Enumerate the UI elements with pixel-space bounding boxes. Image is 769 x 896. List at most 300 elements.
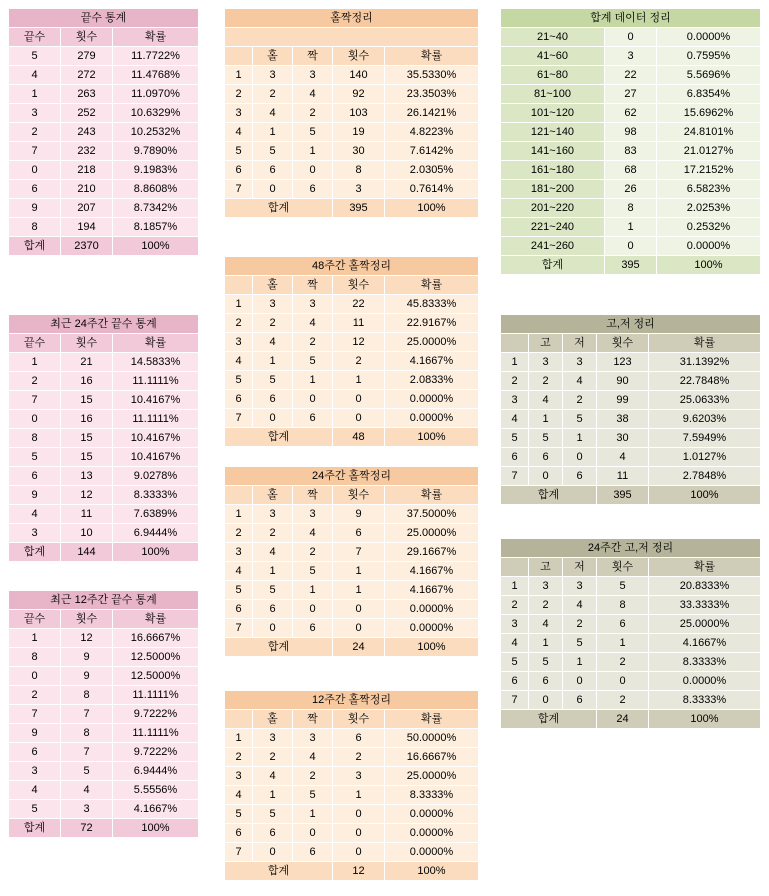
cell: 3 (529, 353, 563, 372)
row-index: 3 (501, 615, 529, 634)
panel-highlow-all (500, 314, 761, 505)
cell: 4 (9, 505, 61, 524)
column-header: 짝 (293, 486, 333, 505)
table-title-row (225, 467, 479, 486)
table-title: 홀짝정리 (225, 9, 479, 28)
cell: 21~40 (501, 28, 605, 47)
cell: 6 (293, 619, 333, 638)
table-row (501, 161, 761, 180)
table-sum-data (500, 8, 761, 275)
column-header: 홀 (253, 486, 293, 505)
cell: 3 (293, 729, 333, 748)
cell: 8 (597, 596, 649, 615)
row-index: 6 (225, 824, 253, 843)
cell: 37.5000% (385, 505, 479, 524)
cell: 9.7890% (113, 142, 199, 161)
cell: 2 (563, 615, 597, 634)
cell: 합계 (225, 428, 333, 447)
cell: 1 (293, 142, 333, 161)
row-index: 5 (501, 653, 529, 672)
cell: 29.1667% (385, 543, 479, 562)
cell: 1 (605, 218, 657, 237)
table-header-row (225, 276, 479, 295)
cell: 25.0000% (385, 333, 479, 352)
column-header: 짝 (293, 710, 333, 729)
cell: 0 (529, 691, 563, 710)
cell: 252 (61, 104, 113, 123)
cell: 21.0127% (657, 142, 761, 161)
cell: 1 (529, 410, 563, 429)
cell: 2 (253, 314, 293, 333)
table-spacer-row (225, 28, 479, 47)
column-header: 홀 (253, 47, 293, 66)
cell: 6 (333, 729, 385, 748)
cell: 8.1857% (113, 218, 199, 237)
cell: 4 (529, 391, 563, 410)
column-header: 횟수 (61, 334, 113, 353)
table-title: 끝수 통계 (9, 9, 199, 28)
cell: 4 (253, 767, 293, 786)
cell: 100% (657, 256, 761, 275)
cell: 4 (293, 748, 333, 767)
table-row (9, 705, 199, 724)
cell: 1 (9, 85, 61, 104)
column-header: 짝 (293, 276, 333, 295)
table-row (501, 47, 761, 66)
table-row (225, 824, 479, 843)
cell: 2 (293, 104, 333, 123)
cell: 0.0000% (385, 390, 479, 409)
table-row (225, 104, 479, 123)
cell: 0.2532% (657, 218, 761, 237)
panel-endnum-all (8, 8, 199, 256)
cell: 7 (61, 743, 113, 762)
cell: 3 (253, 66, 293, 85)
table-row (225, 314, 479, 333)
cell: 6 (9, 743, 61, 762)
cell: 4.1667% (113, 800, 199, 819)
row-index: 3 (225, 543, 253, 562)
cell: 9 (61, 648, 113, 667)
cell: 0.0000% (649, 672, 761, 691)
cell: 2 (333, 748, 385, 767)
cell: 9 (61, 667, 113, 686)
cell: 41~60 (501, 47, 605, 66)
table-total-row (9, 543, 199, 562)
cell: 2370 (61, 237, 113, 256)
cell: 4 (293, 524, 333, 543)
column-header (225, 276, 253, 295)
cell: 6 (293, 409, 333, 428)
cell: 121~140 (501, 123, 605, 142)
table-title: 24주간 홀짝정리 (225, 467, 479, 486)
cell: 68 (605, 161, 657, 180)
row-index: 2 (225, 748, 253, 767)
table-header-row (501, 334, 761, 353)
cell: 194 (61, 218, 113, 237)
cell: 8.3333% (113, 486, 199, 505)
cell: 12.5000% (113, 648, 199, 667)
table-oddeven-24 (224, 466, 479, 657)
table-title-row (225, 691, 479, 710)
cell: 15.6962% (657, 104, 761, 123)
cell: 11 (61, 505, 113, 524)
cell: 26.1421% (385, 104, 479, 123)
cell: 9.6203% (649, 410, 761, 429)
table-row (9, 218, 199, 237)
cell: 11.0970% (113, 85, 199, 104)
table-row (501, 634, 761, 653)
cell: 395 (605, 256, 657, 275)
table-oddeven-all (224, 8, 479, 218)
table-total-row (9, 237, 199, 256)
row-index: 3 (225, 767, 253, 786)
cell: 5 (597, 577, 649, 596)
table-row (225, 66, 479, 85)
cell: 0.0000% (385, 805, 479, 824)
cell: 33.3333% (649, 596, 761, 615)
cell: 7 (333, 543, 385, 562)
cell: 3 (9, 524, 61, 543)
cell: 100% (649, 710, 761, 729)
table-row (225, 161, 479, 180)
cell: 22 (333, 295, 385, 314)
cell: 2 (333, 352, 385, 371)
cell: 3 (529, 577, 563, 596)
cell: 27 (605, 85, 657, 104)
cell: 5 (253, 805, 293, 824)
cell: 16.6667% (385, 748, 479, 767)
spacer-cell (225, 28, 479, 47)
cell: 3 (605, 47, 657, 66)
cell: 22 (605, 66, 657, 85)
table-row (501, 142, 761, 161)
cell: 207 (61, 199, 113, 218)
cell: 0 (563, 672, 597, 691)
cell: 11.1111% (113, 372, 199, 391)
cell: 5 (563, 634, 597, 653)
column-header: 홀 (253, 276, 293, 295)
table-highlow-all (500, 314, 761, 505)
cell: 4 (253, 104, 293, 123)
cell: 3 (61, 800, 113, 819)
cell: 0.0000% (385, 600, 479, 619)
cell: 5.5696% (657, 66, 761, 85)
cell: 8 (605, 199, 657, 218)
cell: 5 (293, 123, 333, 142)
cell: 4 (9, 66, 61, 85)
cell: 4 (293, 85, 333, 104)
cell: 0 (605, 28, 657, 47)
row-index: 7 (501, 467, 529, 486)
column-header: 확률 (385, 276, 479, 295)
cell: 92 (333, 85, 385, 104)
cell: 2 (293, 767, 333, 786)
cell: 30 (597, 429, 649, 448)
cell: 13 (61, 467, 113, 486)
cell: 72 (61, 819, 113, 838)
cell: 30 (333, 142, 385, 161)
table-total-row (501, 710, 761, 729)
cell: 141~160 (501, 142, 605, 161)
table-row (9, 123, 199, 142)
cell: 232 (61, 142, 113, 161)
column-header: 짝 (293, 47, 333, 66)
table-row (501, 199, 761, 218)
table-row (501, 577, 761, 596)
table-row (9, 505, 199, 524)
cell: 25.0000% (385, 767, 479, 786)
table-row (9, 686, 199, 705)
row-index: 4 (225, 562, 253, 581)
cell: 4 (293, 314, 333, 333)
table-row (9, 524, 199, 543)
panel-endnum-12 (8, 590, 199, 838)
row-index: 5 (501, 429, 529, 448)
cell: 10.4167% (113, 448, 199, 467)
cell: 101~120 (501, 104, 605, 123)
table-header-row (501, 558, 761, 577)
cell: 1 (9, 629, 61, 648)
cell: 합계 (501, 710, 597, 729)
cell: 3 (9, 762, 61, 781)
table-oddeven-12 (224, 690, 479, 881)
table-title: 합계 데이터 정리 (501, 9, 761, 28)
column-header: 고 (529, 334, 563, 353)
table-row (9, 724, 199, 743)
cell: 0 (293, 600, 333, 619)
cell: 5 (253, 581, 293, 600)
cell: 123 (597, 353, 649, 372)
cell: 24.8101% (657, 123, 761, 142)
cell: 4.8223% (385, 123, 479, 142)
row-index: 2 (225, 85, 253, 104)
cell: 12.5000% (113, 667, 199, 686)
cell: 22.9167% (385, 314, 479, 333)
row-index: 4 (501, 410, 529, 429)
cell: 25.0000% (649, 615, 761, 634)
row-index: 6 (225, 390, 253, 409)
column-header: 확률 (113, 610, 199, 629)
cell: 10.6329% (113, 104, 199, 123)
cell: 1 (253, 123, 293, 142)
cell: 1 (563, 429, 597, 448)
cell: 0 (597, 672, 649, 691)
cell: 11 (333, 314, 385, 333)
panel-oddeven-48 (224, 256, 479, 447)
row-index: 3 (225, 104, 253, 123)
cell: 5 (563, 410, 597, 429)
table-row (225, 786, 479, 805)
cell: 144 (61, 543, 113, 562)
row-index: 1 (225, 66, 253, 85)
cell: 9.0278% (113, 467, 199, 486)
table-total-row (225, 428, 479, 447)
row-index: 5 (225, 805, 253, 824)
cell: 221~240 (501, 218, 605, 237)
cell: 0.0000% (385, 619, 479, 638)
cell: 10 (61, 524, 113, 543)
cell: 0 (253, 843, 293, 862)
cell: 0.7614% (385, 180, 479, 199)
table-row (501, 596, 761, 615)
row-index: 6 (501, 672, 529, 691)
cell: 1 (529, 634, 563, 653)
cell: 2.0833% (385, 371, 479, 390)
cell: 218 (61, 161, 113, 180)
cell: 8 (9, 218, 61, 237)
table-row (501, 237, 761, 256)
column-header: 확률 (113, 334, 199, 353)
cell: 6 (333, 524, 385, 543)
row-index: 3 (225, 333, 253, 352)
panel-oddeven-24 (224, 466, 479, 657)
cell: 8 (61, 724, 113, 743)
row-index: 2 (501, 596, 529, 615)
cell: 10.4167% (113, 391, 199, 410)
cell: 2 (529, 372, 563, 391)
cell: 243 (61, 123, 113, 142)
cell: 4 (61, 781, 113, 800)
cell: 0.0000% (657, 237, 761, 256)
cell: 8 (333, 161, 385, 180)
cell: 11.7722% (113, 47, 199, 66)
table-row (501, 691, 761, 710)
cell: 8.3333% (385, 786, 479, 805)
cell: 7 (9, 142, 61, 161)
cell: 9 (9, 486, 61, 505)
cell: 0 (333, 600, 385, 619)
column-header: 끝수 (9, 610, 61, 629)
cell: 99 (597, 391, 649, 410)
table-row (225, 767, 479, 786)
cell: 2 (9, 372, 61, 391)
cell: 0.0000% (385, 843, 479, 862)
table-row (501, 353, 761, 372)
table-row (225, 748, 479, 767)
table-title-row (501, 315, 761, 334)
table-header-row (225, 486, 479, 505)
cell: 5 (529, 429, 563, 448)
cell: 395 (597, 486, 649, 505)
cell: 98 (605, 123, 657, 142)
column-header (501, 334, 529, 353)
table-row (501, 85, 761, 104)
cell: 14.5833% (113, 353, 199, 372)
cell: 9.1983% (113, 161, 199, 180)
table-row (225, 543, 479, 562)
cell: 12 (333, 333, 385, 352)
table-header-row (9, 610, 199, 629)
cell: 100% (649, 486, 761, 505)
table-row (501, 672, 761, 691)
cell: 17.2152% (657, 161, 761, 180)
cell: 15 (61, 448, 113, 467)
cell: 5 (529, 653, 563, 672)
cell: 6 (563, 467, 597, 486)
cell: 100% (113, 543, 199, 562)
cell: 합계 (225, 199, 333, 218)
cell: 11.1111% (113, 410, 199, 429)
table-header-row (9, 334, 199, 353)
column-header: 홀 (253, 710, 293, 729)
cell: 48 (333, 428, 385, 447)
table-row (9, 629, 199, 648)
column-header: 확률 (385, 47, 479, 66)
table-row (225, 600, 479, 619)
cell: 8.3333% (649, 653, 761, 672)
cell: 3 (293, 66, 333, 85)
cell: 3 (563, 353, 597, 372)
cell: 24 (597, 710, 649, 729)
column-header: 횟수 (597, 334, 649, 353)
cell: 3 (253, 295, 293, 314)
cell: 6.9444% (113, 524, 199, 543)
table-row (9, 372, 199, 391)
table-row (9, 85, 199, 104)
cell: 9 (9, 724, 61, 743)
cell: 7.6142% (385, 142, 479, 161)
cell: 26 (605, 180, 657, 199)
cell: 1 (333, 371, 385, 390)
row-index: 2 (225, 524, 253, 543)
cell: 0.0000% (385, 824, 479, 843)
cell: 100% (113, 819, 199, 838)
cell: 5 (293, 562, 333, 581)
cell: 5 (61, 762, 113, 781)
row-index: 5 (225, 371, 253, 390)
cell: 1 (293, 371, 333, 390)
cell: 4.1667% (649, 634, 761, 653)
column-header: 횟수 (597, 558, 649, 577)
cell: 9.7222% (113, 705, 199, 724)
cell: 1 (293, 805, 333, 824)
cell: 11.4768% (113, 66, 199, 85)
cell: 279 (61, 47, 113, 66)
table-row (9, 66, 199, 85)
table-row (501, 410, 761, 429)
table-row (9, 667, 199, 686)
cell: 15 (61, 429, 113, 448)
cell: 12 (61, 486, 113, 505)
table-row (9, 410, 199, 429)
row-index: 5 (225, 142, 253, 161)
table-row (9, 743, 199, 762)
row-index: 6 (225, 600, 253, 619)
cell: 6.8354% (657, 85, 761, 104)
row-index: 4 (501, 634, 529, 653)
cell: 0 (529, 467, 563, 486)
column-header (225, 486, 253, 505)
cell: 241~260 (501, 237, 605, 256)
cell: 7 (61, 705, 113, 724)
cell: 합계 (501, 486, 597, 505)
cell: 11.1111% (113, 686, 199, 705)
table-title: 24주간 고,저 정리 (501, 539, 761, 558)
cell: 2 (253, 85, 293, 104)
cell: 1 (597, 634, 649, 653)
panel-oddeven-all (224, 8, 479, 218)
cell: 1 (253, 352, 293, 371)
cell: 0 (293, 390, 333, 409)
table-row (225, 123, 479, 142)
column-header: 확률 (649, 334, 761, 353)
cell: 210 (61, 180, 113, 199)
cell: 2 (253, 524, 293, 543)
table-row (501, 615, 761, 634)
cell: 2 (597, 653, 649, 672)
table-row (9, 800, 199, 819)
